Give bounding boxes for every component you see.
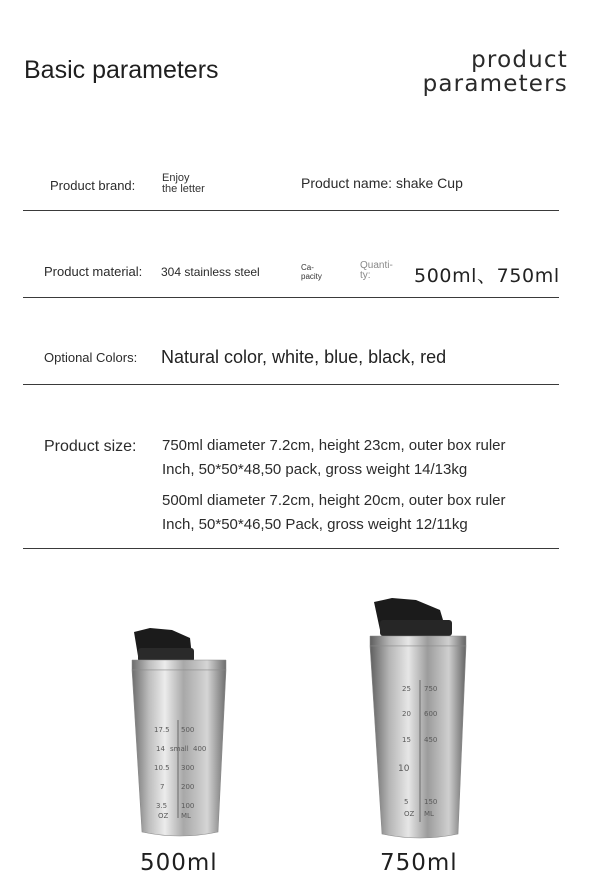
colors-label: Optional Colors: <box>44 350 138 365</box>
colors-value: Natural color, white, blue, black, red <box>161 347 447 367</box>
mark-small: small <box>170 745 189 753</box>
mark-450: 450 <box>424 736 438 744</box>
mark-5: 5 <box>404 798 409 806</box>
bottle-500-body <box>132 670 226 836</box>
size-750-text <box>162 434 542 482</box>
capacity-line-2: pacity <box>301 272 322 281</box>
label-750ml: 750ml <box>380 850 458 876</box>
brand-line-1: Enjoy <box>162 172 190 184</box>
quantity-line-1: Quanti- <box>360 260 393 271</box>
page-title: Basic parameters <box>24 56 219 84</box>
mark-7: 7 <box>160 783 165 791</box>
bottle-500ml-image <box>132 628 226 836</box>
bottle-500-collar <box>132 660 226 670</box>
quantity-label <box>360 261 393 281</box>
capacity-label <box>301 263 322 281</box>
mark-14: 14 <box>156 745 165 753</box>
mark-3-5: 3.5 <box>156 802 168 810</box>
material-label: Product material: <box>44 264 143 279</box>
capacity-value: 500ml、750ml <box>414 265 560 287</box>
brand-value <box>162 173 205 195</box>
mark-150: 150 <box>424 798 438 806</box>
mark-oz: OZ <box>158 812 169 820</box>
mark-ml-750: ML <box>424 810 434 818</box>
mark-750: 750 <box>424 685 438 693</box>
mark-ml: ML <box>181 812 191 820</box>
brand-line-2: the letter <box>162 183 205 195</box>
size-line-1: 750ml diameter 7.2cm, height 23cm, outer box ruler <box>162 437 506 454</box>
divider-4 <box>23 548 559 549</box>
mark-300: 300 <box>181 764 195 772</box>
bottle-750-collar <box>370 636 466 646</box>
mark-10-5: 10.5 <box>154 764 170 772</box>
size-label: Product size: <box>44 438 137 455</box>
mark-400: 400 <box>193 745 207 753</box>
size-500-text <box>162 489 542 537</box>
mark-17-5: 17.5 <box>154 726 170 734</box>
product-name: Product name: shake Cup <box>301 175 463 191</box>
divider-2 <box>23 297 559 298</box>
page-subtitle <box>423 48 568 96</box>
size-line-4: Inch, 50*50*46,50 Pack, gross weight 12/11kg <box>162 516 468 533</box>
quantity-line-2: ty: <box>360 270 371 281</box>
divider-3 <box>23 384 559 385</box>
bottle-750-lid-base <box>380 620 452 636</box>
bottle-750ml-image <box>370 598 466 838</box>
mark-20: 20 <box>402 710 411 718</box>
material-value: 304 stainless steel <box>161 265 260 279</box>
label-500ml: 500ml <box>140 850 218 876</box>
mark-10: 10 <box>398 764 410 774</box>
size-line-3: 500ml diameter 7.2cm, height 20cm, outer box ruler <box>162 492 506 509</box>
mark-200: 200 <box>181 783 195 791</box>
mark-500: 500 <box>181 726 195 734</box>
brand-label: Product brand: <box>50 178 136 193</box>
product-images <box>0 560 600 882</box>
size-line-2: Inch, 50*50*48,50 pack, gross weight 14/13kg <box>162 461 468 478</box>
mark-oz-750: OZ <box>404 810 415 818</box>
capacity-line-1: Ca- <box>301 263 314 272</box>
subtitle-line-2: parameters <box>422 71 568 97</box>
mark-15: 15 <box>402 736 411 744</box>
mark-600: 600 <box>424 710 438 718</box>
subtitle-line-1: product <box>471 47 568 73</box>
mark-100: 100 <box>181 802 195 810</box>
mark-25: 25 <box>402 685 411 693</box>
bottle-750-body <box>370 646 466 838</box>
divider-1 <box>23 210 559 211</box>
